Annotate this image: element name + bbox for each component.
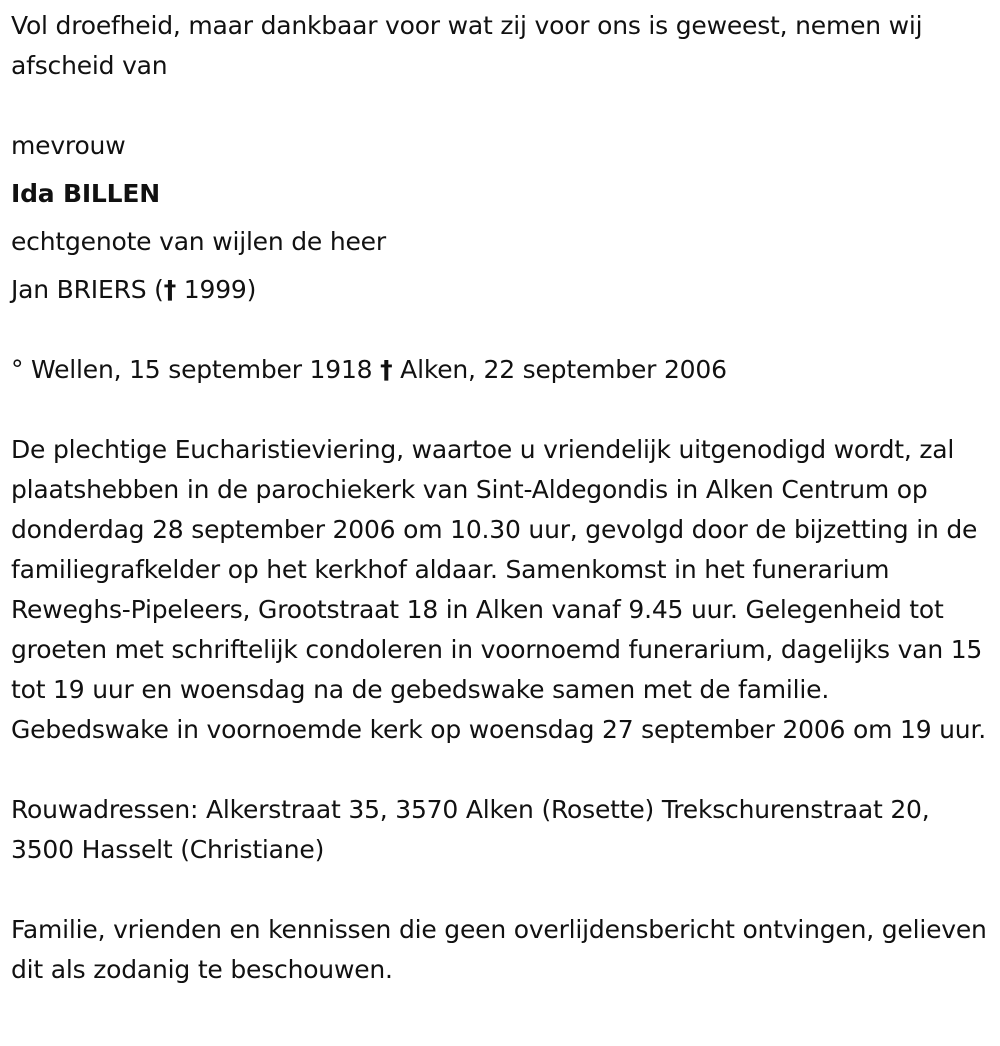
spacer (11, 214, 990, 222)
spacer (11, 166, 990, 174)
ceremony-text: De plechtige Eucharistieviering, waartoe u vriendelijk uitgenodigd wordt, zal plaatshebben in de parochiekerk van Sint-Aldegondis in Alken Centrum op donderdag 28 september 2006 om 10.30 uur, gevolgd door de bijzetting in de familiegrafkelder op het kerkhof aldaar. Samenkomst in het funerarium Reweghs-Pipeleers, Grootstraat 18 in Alken vanaf 9.45 uur. Gelegenheid tot groeten met schriftelijk condoleren in voornoemd funerarium, dagelijks van 15 tot 19 uur en woensdag na de gebedswake samen met de familie. Gebedswake in voornoemde kerk op woensdag 27 september 2006 om 19 uur. (11, 435, 986, 744)
spacer (11, 750, 990, 790)
spacer (11, 870, 990, 910)
spouse-name: Jan BRIERS ( (11, 275, 164, 304)
deceased-name: Ida BILLEN (11, 179, 160, 208)
spacer (11, 86, 990, 126)
cross-icon: † (163, 275, 177, 304)
spacer (11, 262, 990, 270)
spacer (11, 390, 990, 430)
birth-info: ° Wellen, 15 september 1918 (11, 355, 381, 384)
birth-death-line (11, 350, 990, 390)
death-info: Alken, 22 september 2006 (392, 355, 727, 384)
spacer (11, 310, 990, 350)
spouse-info (11, 270, 990, 310)
closing-text: Familie, vrienden en kennissen die geen overlijdensbericht ontvingen, gelieven dit als zodanig te beschouwen. (11, 915, 987, 984)
cross-icon: † (380, 355, 393, 384)
spouse-year: 1999) (176, 275, 257, 304)
addresses-text: Rouwadressen: Alkerstraat 35, 3570 Alken (Rosette) Trekschurenstraat 20, 3500 Hasselt (Christiane) (11, 795, 930, 864)
title-prefix: mevrouw (11, 131, 126, 160)
intro-text: Vol droefheid, maar dankbaar voor wat zij voor ons is geweest, nemen wij afscheid van (11, 11, 923, 80)
spouse-line: echtgenote van wijlen de heer (11, 227, 386, 256)
